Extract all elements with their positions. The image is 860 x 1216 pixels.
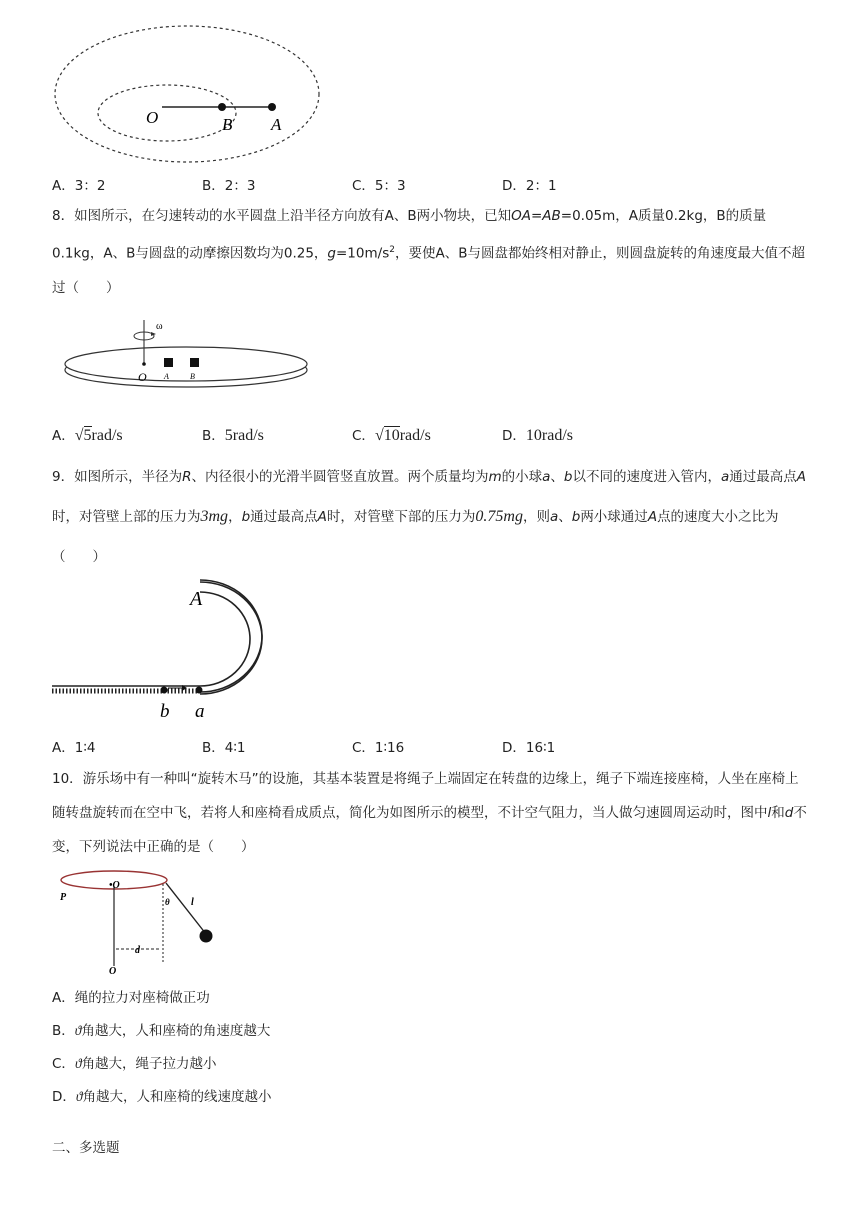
ball-b bbox=[161, 687, 168, 694]
label-l: l bbox=[191, 897, 194, 908]
q9-figure bbox=[50, 578, 275, 723]
semicircle-tube-inner-arc bbox=[200, 592, 250, 686]
q8-option-b[interactable]: B．5rad/s bbox=[202, 427, 264, 444]
label-a-top: A bbox=[190, 588, 203, 610]
omega-label: ω bbox=[156, 321, 163, 332]
q7-option-b[interactable]: B．2：3 bbox=[202, 178, 256, 194]
q10-number: 10． bbox=[52, 771, 83, 787]
q7-option-c[interactable]: C．5：3 bbox=[352, 178, 406, 194]
label-b: B bbox=[222, 115, 233, 134]
block-b bbox=[190, 358, 199, 367]
q9-number: 9． bbox=[52, 469, 75, 485]
label-a: A bbox=[164, 372, 169, 381]
sqrt-symbol: √ bbox=[74, 427, 84, 444]
q8-figure bbox=[62, 318, 312, 392]
q9-stem: 9．如图所示，半径为R、内径很小的光滑半圆管竖直放置。两个质量均为m的小球a、b以不同的速度进入管内，a通过最高点A时，对管壁上部的压力为3mg，b通过最高点A时，对管壁下部的压力为0.75mg，则a、b两小球通过A点的速度大小之比为（ ） bbox=[52, 469, 807, 565]
label-o-top: •O bbox=[109, 880, 120, 891]
q7-figure bbox=[50, 14, 330, 166]
disk-top bbox=[65, 347, 307, 381]
theta-symbol: ϑ bbox=[75, 1089, 83, 1104]
label-a: a bbox=[195, 701, 205, 722]
q10-option-d[interactable]: D．ϑ角越大，人和座椅的线速度越小 bbox=[52, 1089, 272, 1105]
q7-option-d[interactable]: D．2：1 bbox=[502, 178, 557, 194]
theta-symbol: ϑ bbox=[74, 1023, 82, 1038]
ball-a bbox=[196, 687, 203, 694]
center-point bbox=[142, 362, 146, 366]
q9-option-b[interactable]: B．4∶1 bbox=[202, 740, 246, 756]
sqrt-symbol: √ bbox=[374, 427, 384, 444]
q9-option-a[interactable]: A．1∶4 bbox=[52, 740, 96, 756]
rope bbox=[166, 883, 206, 934]
q10-option-c[interactable]: C．ϑ角越大，绳子拉力越小 bbox=[52, 1056, 217, 1072]
label-o: O bbox=[146, 108, 159, 127]
section-title: 二、多选题 bbox=[52, 1140, 120, 1156]
label-b: B bbox=[190, 372, 195, 381]
inner-orbit bbox=[98, 85, 236, 141]
q8-stem: 8．如图所示，在匀速转动的水平圆盘上沿半径方向放有A、B两小物块，已知OA=AB=0.05m，A质量0.2kg，B的质量0.1kg，A、B与圆盘的动摩擦因数均为0.25，$g=10m/s^2$，要使A、B与圆盘都始终相对静止，则圆盘旋转的角速度最大值不超过（ ） bbox=[52, 208, 805, 296]
label-o: O bbox=[138, 370, 147, 384]
q10-figure bbox=[56, 866, 236, 978]
q8-option-a[interactable]: A．√5rad/s bbox=[52, 427, 123, 444]
semicircle-tube-outer-arc bbox=[200, 582, 262, 694]
label-theta: θ bbox=[165, 897, 170, 907]
q10-option-b[interactable]: B．ϑ角越大，人和座椅的角速度越大 bbox=[52, 1023, 271, 1039]
point-b bbox=[218, 103, 226, 111]
q7-option-a[interactable]: A．3：2 bbox=[52, 178, 106, 194]
point-a bbox=[268, 103, 276, 111]
label-b: b bbox=[160, 701, 170, 722]
theta-symbol: ϑ bbox=[74, 1056, 82, 1071]
label-p: P bbox=[60, 892, 67, 903]
label-d: d bbox=[135, 945, 140, 956]
q10-stem: 10．游乐场中有一种叫“旋转木马”的设施，其基本装置是将绳子上端固定在转盘的边缘上，绳子下端连接座椅，人坐在座椅上随转盘旋转而在空中飞，若将人和座椅看成质点，简化为如图所示的模型，不计空气阻力，当人做匀速圆周运动时，图中l和d不变，下列说法中正确的是（ ） bbox=[52, 771, 807, 855]
label-o-bottom: O bbox=[109, 966, 117, 977]
q10-option-a[interactable]: A．绳的拉力对座椅做正功 bbox=[52, 990, 210, 1006]
label-a: A bbox=[271, 115, 282, 134]
q8-number: 8． bbox=[52, 208, 75, 224]
block-a bbox=[164, 358, 173, 367]
q9-option-d[interactable]: D．16∶1 bbox=[502, 740, 556, 756]
q8-option-d[interactable]: D．10rad/s bbox=[502, 427, 574, 444]
q8-option-c[interactable]: C．√10rad/s bbox=[352, 427, 431, 444]
seat-ball bbox=[200, 930, 213, 943]
q9-option-c[interactable]: C．1∶16 bbox=[352, 740, 405, 756]
outer-orbit bbox=[55, 26, 319, 162]
